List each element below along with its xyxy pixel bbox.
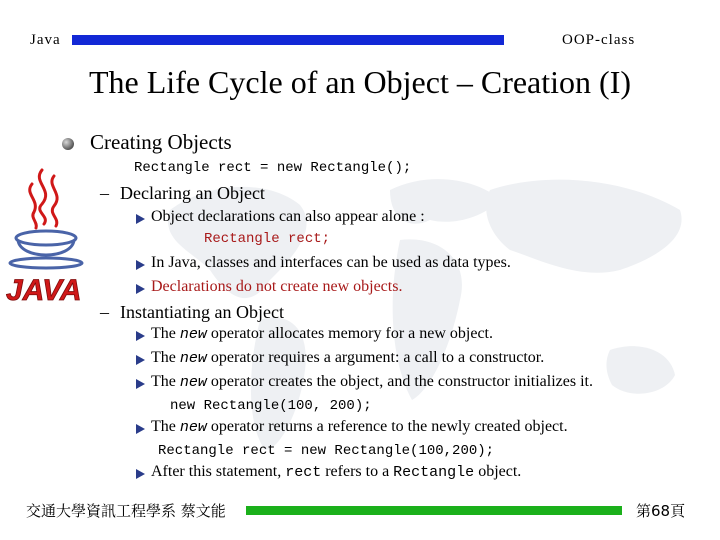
keyword-new: new bbox=[179, 374, 207, 391]
item-declarations-alone: Object declarations can also appear alone : bbox=[151, 208, 425, 225]
keyword-new: new bbox=[179, 419, 207, 436]
text: After this statement, bbox=[151, 463, 286, 480]
bullet-icon bbox=[62, 138, 74, 150]
dash-marker: – bbox=[100, 183, 109, 203]
text: refers to a bbox=[321, 463, 394, 480]
java-logo bbox=[2, 160, 92, 310]
footer-bar bbox=[246, 506, 622, 515]
dash-marker: – bbox=[100, 302, 109, 322]
arrow-bullet-icon bbox=[136, 214, 145, 224]
text: operator creates the object, and the constructor initializes it. bbox=[206, 373, 593, 390]
java-logo-text: JAVA bbox=[6, 274, 82, 307]
code-line-1: Rectangle rect = new Rectangle(); bbox=[134, 160, 412, 176]
arrow-bullet-icon bbox=[136, 424, 145, 434]
keyword-new: new bbox=[179, 350, 207, 367]
text: The bbox=[151, 325, 180, 342]
item-new-requires bbox=[151, 349, 544, 367]
item-new-creates bbox=[151, 373, 593, 391]
heading-declaring: Declaring an Object bbox=[120, 183, 265, 203]
keyword-rect: rect bbox=[285, 464, 322, 481]
header-course: Java bbox=[30, 32, 61, 48]
text: The bbox=[151, 418, 180, 435]
code-new-rectangle: new Rectangle(100, 200); bbox=[170, 398, 372, 414]
text: operator allocates memory for a new object. bbox=[206, 325, 493, 342]
code-declaration: Rectangle rect; bbox=[204, 231, 331, 247]
page-number: 第68頁 bbox=[636, 502, 686, 520]
keyword-rectangle: Rectangle bbox=[393, 464, 475, 481]
arrow-bullet-icon bbox=[136, 379, 145, 389]
arrow-bullet-icon bbox=[136, 260, 145, 270]
header-class: OOP-class bbox=[562, 32, 636, 48]
text: operator returns a reference to the newly created object. bbox=[206, 418, 568, 435]
text: object. bbox=[474, 463, 522, 480]
item-data-types: In Java, classes and interfaces can be used as data types. bbox=[151, 254, 511, 271]
bullet-creating-objects: Creating Objects bbox=[90, 130, 232, 154]
keyword-new: new bbox=[179, 326, 207, 343]
text: The bbox=[151, 373, 180, 390]
arrow-bullet-icon bbox=[136, 284, 145, 294]
text: The bbox=[151, 349, 180, 366]
arrow-bullet-icon bbox=[136, 331, 145, 341]
arrow-bullet-icon bbox=[136, 355, 145, 365]
header-bar bbox=[72, 35, 504, 45]
slide-title: The Life Cycle of an Object – Creation (I) bbox=[89, 64, 631, 100]
item-new-returns bbox=[151, 418, 568, 436]
text: operator requires a argument: a call to a constructor. bbox=[206, 349, 545, 366]
item-after-statement bbox=[151, 463, 521, 481]
arrow-bullet-icon bbox=[136, 469, 145, 479]
footer-department: 交通大學資訊工程學系 蔡文能 bbox=[26, 502, 226, 520]
heading-instantiating: Instantiating an Object bbox=[120, 302, 284, 322]
item-no-create: Declarations do not create new objects. bbox=[151, 278, 403, 295]
code-rect-assign: Rectangle rect = new Rectangle(100,200); bbox=[158, 443, 495, 459]
item-new-allocates bbox=[151, 325, 493, 343]
